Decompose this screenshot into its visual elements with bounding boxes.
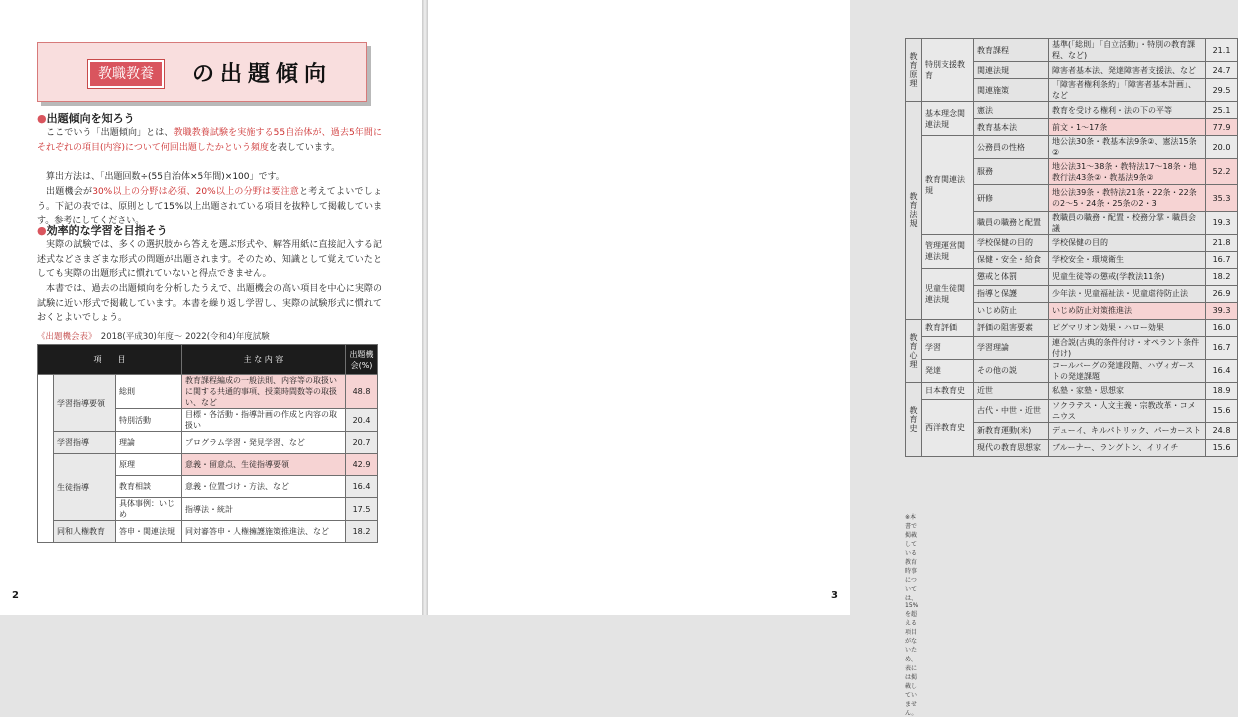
row-rate: 42.9 [346, 454, 378, 476]
subgroup-label: 学習 [922, 336, 974, 359]
row-item: 教育課程 [974, 39, 1049, 62]
body-text: 出題機会が [46, 187, 93, 197]
row-content: 地公法30条・教基本法9条②、憲法15条② [1049, 136, 1206, 159]
row-content: 学校保健の目的 [1049, 234, 1206, 251]
row-content: いじめ防止対策推進法 [1049, 302, 1206, 319]
subgroup-label: 教育関連法規 [922, 136, 974, 235]
row-rate: 15.6 [1206, 439, 1238, 456]
row-content: ピグマリオン効果・ハロー効果 [1049, 319, 1206, 336]
paragraph-definition [37, 126, 382, 155]
table-row [38, 375, 378, 409]
row-item: 公務員の性格 [974, 136, 1049, 159]
heading-know-trends [37, 110, 135, 126]
table-row [38, 454, 378, 476]
table-title-text: 《出題機会表》 [37, 332, 93, 342]
row-rate: 24.7 [1206, 62, 1238, 79]
row-item: その他の説 [974, 359, 1049, 382]
frequency-table [905, 38, 1238, 457]
row-content: 障害者基本法、発達障害者支援法、など [1049, 62, 1206, 79]
header-item: 項 目 [38, 345, 182, 375]
row-item: 特別活動 [116, 409, 182, 432]
row-content: 地公法39条・教特法21条・22条・22条の2〜5・24条・25条の2・3 [1049, 185, 1206, 211]
row-content: 目標・各活動・指導計画の作成と内容の取扱い [182, 409, 346, 432]
left-page [0, 0, 422, 615]
subgroup-label: 発達 [922, 359, 974, 382]
row-item: 総則 [116, 375, 182, 409]
group-label: 教育法規 [906, 102, 922, 320]
row-item: 関連法規 [974, 62, 1049, 79]
row-content: 意義・留意点、生徒指導要領 [182, 454, 346, 476]
emphasis-text: 教職教養試験を実施する55自治体が、過去5年間にそれぞれの項目(内容)について何回出題したかという頻度 [37, 128, 382, 153]
row-rate: 16.7 [1206, 251, 1238, 268]
row-item: 古代・中世・近世 [974, 399, 1049, 422]
row-rate: 39.3 [1206, 302, 1238, 319]
table-row [906, 399, 1238, 422]
subgroup-label: 日本教育史 [922, 382, 974, 399]
subgroup-label: 基本理念関連法規 [922, 102, 974, 136]
table-row [906, 136, 1238, 159]
row-rate: 16.4 [346, 476, 378, 498]
table-subtitle: 2018(平成30)年度〜 2022(令和4)年度試験 [100, 332, 270, 342]
row-item: 新教育運動(米) [974, 422, 1049, 439]
page-number-left: 2 [12, 590, 19, 601]
table-row [906, 102, 1238, 119]
row-rate: 19.3 [1206, 211, 1238, 234]
row-content: 前文・1〜17条 [1049, 119, 1206, 136]
row-item: 学校保健の目的 [974, 234, 1049, 251]
title-banner [37, 42, 367, 102]
subgroup-label: 生徒指導 [54, 454, 116, 521]
page-number-right: 3 [831, 590, 838, 601]
title-pill: 教職教養 [88, 60, 164, 88]
body-text: ここでいう「出題傾向」とは、 [46, 128, 174, 138]
group-label: 教育心理 [906, 319, 922, 382]
row-rate: 77.9 [1206, 119, 1238, 136]
frequency-table-right [905, 38, 1237, 457]
row-content: 指導法・統計 [182, 498, 346, 521]
row-content: コールバーグの発達段階、ハヴィガーストの発達課題 [1049, 359, 1206, 382]
row-item: 職員の職務と配置 [974, 211, 1049, 234]
paragraph-formula [37, 170, 382, 185]
paragraph-exam-formats [37, 238, 382, 282]
subgroup-label: 学習指導 [54, 432, 116, 454]
row-item: 研修 [974, 185, 1049, 211]
subgroup-label: 同和人権教育 [54, 521, 116, 543]
table-row [906, 268, 1238, 285]
paragraph-book-usage [37, 282, 382, 326]
header-content: 主 な 内 容 [182, 345, 346, 375]
row-content: 基準(「総則」「自立活動」・特別の教育課程、など) [1049, 39, 1206, 62]
heading-text: 効率的な学習を目指そう [46, 224, 168, 237]
table-row [38, 521, 378, 543]
row-rate: 52.2 [1206, 159, 1238, 185]
row-rate: 17.5 [346, 498, 378, 521]
row-rate: 18.9 [1206, 382, 1238, 399]
table-header-row [38, 345, 378, 375]
row-item: 具体事例：いじめ [116, 498, 182, 521]
title-suffix: の出題傾向 [192, 62, 333, 87]
row-content: 私塾・家塾・思想家 [1049, 382, 1206, 399]
subgroup-label: 学習指導要領 [54, 375, 116, 432]
body-text: 実際の試験では、多くの選択肢から答えを選ぶ形式や、解答用紙に直接記入する記述式などさまざまな形式の問題が出題されます。そのため、知識として覚えていたとしても実際の出題形式に慣れていないと得点できません。 [37, 240, 382, 280]
row-rate: 15.6 [1206, 399, 1238, 422]
row-content: 少年法・児童福祉法・児童虐待防止法 [1049, 285, 1206, 302]
row-item: 評価の阻害要素 [974, 319, 1049, 336]
body-text: を表しています。 [268, 142, 341, 153]
emphasis-text: 30%以上の分野は必須、20%以上の分野は要注意 [92, 187, 300, 197]
row-content: 学校安全・環境衛生 [1049, 251, 1206, 268]
row-content: 連合説(古典的条件付け・オペラント条件付け) [1049, 336, 1206, 359]
bullet-dot-icon: ● [37, 112, 47, 125]
row-item: 近世 [974, 382, 1049, 399]
table-row [38, 432, 378, 454]
row-rate: 21.1 [1206, 39, 1238, 62]
row-rate: 16.0 [1206, 319, 1238, 336]
right-page [428, 0, 1231, 717]
row-content: 地公法31〜38条・教特法17〜18条・地教行法43条②・教基法9条② [1049, 159, 1206, 185]
row-rate: 16.7 [1206, 336, 1238, 359]
row-content: 同対審答申・人権擁護施策推進法、など [182, 521, 346, 543]
row-item: 関連施策 [974, 79, 1049, 102]
body-text: 算出方法は、「出題回数÷(55自治体×5年間)×100」です。 [46, 172, 285, 182]
row-content: デューイ、キルパトリック、パーカースト [1049, 422, 1206, 439]
frequency-table-left [37, 344, 377, 543]
row-item: 教育基本法 [974, 119, 1049, 136]
row-content: ソクラテス・人文主義・宗教改革・コメニウス [1049, 399, 1206, 422]
subgroup-label: 児童生徒関連法規 [922, 268, 974, 319]
row-content: 教育課程編成の一般法則、内容等の取扱いに関する共通的事項、授業時間数等の取扱い、など [182, 375, 346, 409]
row-content: プログラム学習・発見学習、など [182, 432, 346, 454]
table-title [37, 330, 270, 342]
table-row [906, 359, 1238, 382]
row-rate: 29.5 [1206, 79, 1238, 102]
row-item: 保健・安全・給食 [974, 251, 1049, 268]
row-item: 答申・関連法規 [116, 521, 182, 543]
footnote: ※本書で掲載している教育時事については、15%を超える項目がないため、表には掲載していません。 [905, 514, 919, 717]
row-content: ブルーナー、ラングトン、イリイチ [1049, 439, 1206, 456]
row-content: 教職員の職務・配置・校務分掌・職員会議 [1049, 211, 1206, 234]
row-rate: 20.7 [346, 432, 378, 454]
header-rate: 出題機会(%) [346, 345, 378, 375]
group-label: 教育史 [906, 382, 922, 456]
heading-efficient-study [37, 222, 168, 238]
heading-text: 出題傾向を知ろう [46, 112, 135, 125]
bullet-dot-icon: ● [37, 224, 47, 237]
row-content: 児童生徒等の懲戒(学教法11条) [1049, 268, 1206, 285]
row-item: 学習理論 [974, 336, 1049, 359]
row-rate: 25.1 [1206, 102, 1238, 119]
subgroup-label: 管理運営関連法規 [922, 234, 974, 268]
row-content: 意義・位置づけ・方法、など [182, 476, 346, 498]
table-row [906, 319, 1238, 336]
subgroup-label: 教育評価 [922, 319, 974, 336]
row-rate: 48.8 [346, 375, 378, 409]
row-rate: 18.2 [1206, 268, 1238, 285]
group-label [38, 375, 54, 543]
subgroup-label: 特別支援教育 [922, 39, 974, 102]
subgroup-label: 西洋教育史 [922, 399, 974, 456]
row-item: いじめ防止 [974, 302, 1049, 319]
row-item: 原理 [116, 454, 182, 476]
row-rate: 26.9 [1206, 285, 1238, 302]
row-rate: 35.3 [1206, 185, 1238, 211]
table-row [906, 382, 1238, 399]
row-rate: 21.8 [1206, 234, 1238, 251]
row-rate: 20.4 [346, 409, 378, 432]
row-item: 懲戒と体罰 [974, 268, 1049, 285]
row-content: 「障害者権利条約」「障害者基本計画」、など [1049, 79, 1206, 102]
frequency-table [37, 344, 378, 543]
row-item: 指導と保護 [974, 285, 1049, 302]
row-rate: 24.8 [1206, 422, 1238, 439]
table-row [906, 234, 1238, 251]
row-item: 服務 [974, 159, 1049, 185]
row-item: 教育相談 [116, 476, 182, 498]
row-item: 現代の教育思想家 [974, 439, 1049, 456]
row-content: 教育を受ける権利・法の下の平等 [1049, 102, 1206, 119]
table-row [906, 336, 1238, 359]
row-item: 理論 [116, 432, 182, 454]
row-item: 憲法 [974, 102, 1049, 119]
row-rate: 16.4 [1206, 359, 1238, 382]
body-text: 本書では、過去の出題傾向を分析したうえで、出題機会の高い項目を中心に実際の試験に近い形式で掲載しています。本書を繰り返し学習し、実際の試験形式に慣れておくとよいでしょう。 [37, 284, 382, 324]
row-rate: 20.0 [1206, 136, 1238, 159]
table-row [906, 39, 1238, 62]
body-text: と考えてよいでしょう。下記の表では、原則として15%以上出題されている項目を抜粋して掲載しています。参考にしてください。 [37, 187, 382, 227]
group-label: 教育原理 [906, 39, 922, 102]
row-rate: 18.2 [346, 521, 378, 543]
